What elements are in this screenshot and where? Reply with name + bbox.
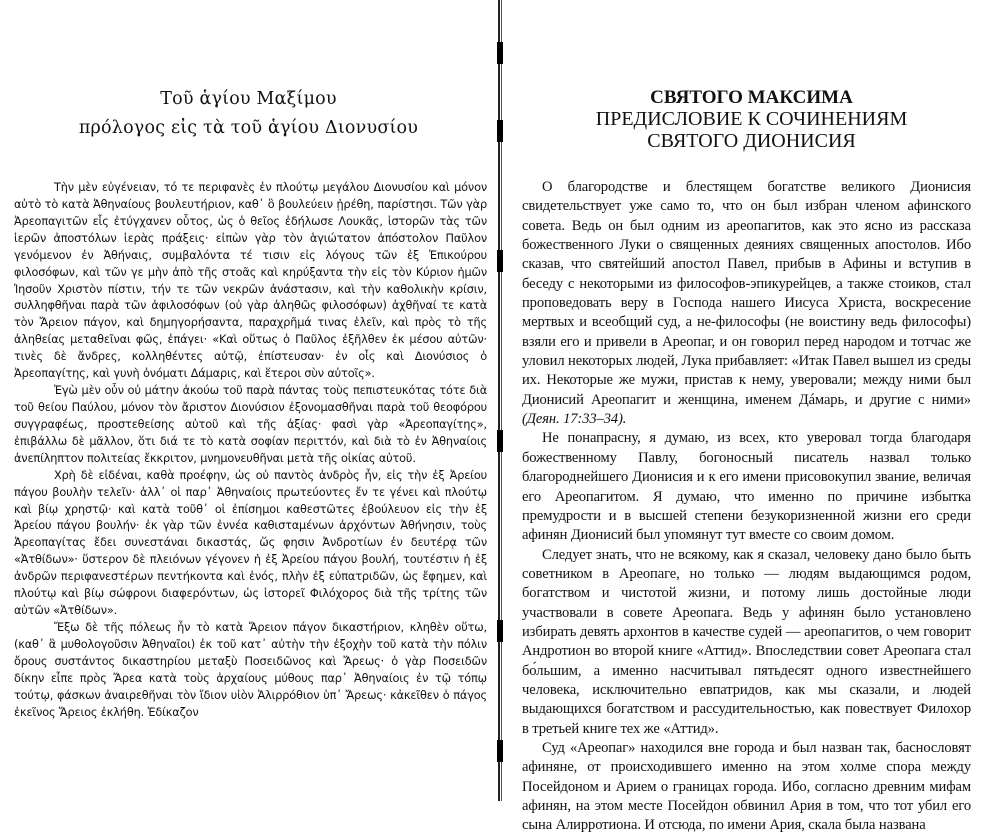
greek-page: [0, 0, 497, 801]
greek-paragraph-4: Ἔξω δὲ τῆς πόλεως ἦν τὸ κατὰ Ἄρειον πάγον δικαστήριον, κληθὲν οὕτω, (καθ᾽ ἃ μυθολογοῦσιν Ἀθηναῖοι) ἐκ τοῦ κατ᾽ αὐτὴν τὴν ἐξοχὴν τοῦ κατὰ τὴν πόλιν ὄρους συστάντος δικαστηρίου μεταξὺ Ποσειδῶνος καὶ Ἄρεως· ὁ γὰρ Ποσειδῶν δίκην εἶπε πρὸς Ἄρεα κατὰ τοὺς ἀρχαίους μύθους παρ᾽ Ἀθηναίοις ἐν τῷ τόπῳ τούτῳ, φάσκων ἀναιρεθῆναι τὸν ἴδιον υἱὸν Ἁλιρρόθιον ὑπ᾽ Ἄρεως· κἀκεῖθεν ὁ πάγος ἐκεῖνος Ἄρειος ἐκλήθη. Ἐδίκαζον: [14, 620, 487, 719]
russian-title-line-3: СВЯТОГО ДИОНИСИЯ: [647, 130, 856, 152]
russian-page: [503, 0, 1000, 834]
greek-body-text: [14, 180, 487, 722]
scripture-reference: (Деян. 17:33–34).: [522, 411, 627, 428]
russian-paragraph-1-text: О благородстве и блестящем богатстве великого Дионисия свидетельствует уже само то, что он был избран членом афинского совета. Ведь он был одним из ареопагитов, как это ясно из рассказа божественного Луки о священных деяниях священных апостолов. Ибо сказав, что святейший апостол Павел, прибыв в Афины и вступив в беседу с некоторыми из философов-эпикурейцев, а также стоиков, стал проповедовать веру в Господа нашего Иисуса Христа, воскресение мертвых и всеобщий суд, а не-философы (не воистину ведь философы) взяли его и привели в Ареопаг, и он говорил перед народом и тотчас же уловил некоторых людей, Лука прибавляет: «Итак Павел вышел из среды их. Некоторые же мужи, пристав к нему, уверовали; между ними был Дионисий Ареопагит и женщина, именем Дáмарь, и другие с ними»: [522, 179, 972, 408]
greek-paragraph-3: Χρὴ δὲ εἰδέναι, καθὰ προέφην, ὡς οὐ παντὸς ἀνδρὸς ἦν, εἰς τὴν ἐξ Ἀρείου πάγου βουλὴν τελεῖν· ἀλλ᾽ οἱ παρ᾽ Ἀθηναίοις πρωτεύοντες ἔν τε γένει καὶ πλούτῳ καὶ βίῳ χρηστῷ· καὶ κατὰ τοῦθ᾽ οἱ ἐπίσημοι καθεστῶτες ἐβούλευον εἰς τὴν ἐξ Ἀρείου πάγου βουλήν· ἐκ γὰρ τῶν ἐννέα καθισταμένων ἀρχόντων Ἀθήνησιν, τοὺς Ἀρεοπαγίτας ἔδει συνεστάναι δικαστάς, ὥς φησιν Ἀνδροτίων ἐν δευτέρᾳ τῶν «Ἀτθίδων»· ὕστερον δὲ πλειόνων γέγονεν ἡ ἐξ Ἀρείου πάγου βουλή, τουτέστιν ἡ ἐξ ἀνδρῶν περιφανεστέρων πεντήκοντα καὶ ἑνός, πλὴν ἐξ εὐπατριδῶν, ὡς ἔφημεν, καὶ πλούτῳ καὶ βίῳ σώφρονι διαφερόντων, ὡς ἱστορεῖ Φιλόχορος διὰ τῆς τρίτης τῶν αὐτῶν «Ἀτθίδων».: [14, 468, 487, 618]
russian-title-line-2: ПРЕДИСЛОВИЕ К СОЧИНЕНИЯМ: [595, 108, 908, 130]
russian-paragraph-1: [522, 178, 971, 429]
russian-title-line-1: СВЯТОГО МАКСИМА: [650, 87, 853, 108]
greek-paragraph-1: Τὴν μὲν εὐγένειαν, τό τε περιφανὲς ἐν πλούτῳ μεγάλου Διονυσίου καὶ μόνον αὐτὸ τὸ κατὰ Ἀθηναίους βουλευτήριον, καθ᾽ ὃ βουλεύειν ᾑρέθη, παρίστησι. Τῶν γὰρ Ἀρεοπαγιτῶν εἷς ἐτύγχανεν οὗτος, ὡς ὁ θεῖος ἐδήλωσε Λουκᾶς, ἱστορῶν τὰς τῶν ἱερῶν ἀποστόλων ἱερὰς πράξεις· εἰπὼν γὰρ τὸν ἁγιώτατον ἀπόστολον Παῦλον γενόμενον ἐν Ἀθήναις, συμβαλόντα τέ τισιν εἰς λόγους τῶν ἐξ Ἐπικούρου φιλοσόφων, καὶ τῶν γε μὴν ἀπὸ τῆς στοᾶς καὶ κηρύξαντα τὴν εἰς τὸν Κύριον ἡμῶν Ἰησοῦν Χριστὸν πίστιν, τήν τε τῶν νεκρῶν ἀνάστασιν, καὶ τὴν καθολικὴν κρίσιν, συλληφθῆναι παρὰ τῶν ἀφιλοσόφων (οὐ γὰρ ἀληθῶς φιλοσόφων) ἀχθῆναί τε κατὰ τὸν Ἄρειον πάγον, καὶ δημηγορήσαντα, παραχρῆμά τινας ἑλεῖν, καὶ πρὸς τὸ τῆς ἀληθείας μεταθεῖναι φῶς, ἐπάγει· «Καὶ οὕτως ὁ Παῦλος ἐξῆλθεν ἐκ μέσου αὐτῶν· τινὲς δὲ ἄνδρες, κολληθέντες αὐτῷ, ἐπίστευσαν· ἐν οἷς καὶ Διονύσιος ὁ Ἀρεοπαγίτης, καὶ γυνὴ ὀνόματι Δάμαρις, καὶ ἕτεροι σὺν αὐτοῖς».: [14, 181, 487, 381]
russian-paragraph-3: Следует знать, что не всякому, как я сказал, человеку дано было быть советником в Ареопаге, но только — людям выдающимся родом, богатством и чистотой жизни, и потому лишь достойные люди участвовали в совете Ареопага. Ведь у афинян было установлено избирать девять архонтов в качестве судей — ареопагитов, о чем говорит Андротион во второй книге «Аттид». Впоследствии совет Ареопага стал бо́льшим, а именно насчитывал пятьдесят одного известнейшего человека, исключительно евпатридов, как мы сказали, и людей выдающихся богатством и рассудительностью, как повествует Филохор в третьей книге тех же «Аттид».: [522, 546, 971, 737]
greek-title-line-1: Τοῦ ἁγίου Μαξίμου: [160, 89, 337, 109]
russian-body-text: [522, 178, 971, 836]
greek-title-line-2: πρόλογος εἰς τὰ τοῦ ἁγίου Διονυσίου: [78, 118, 419, 138]
russian-paragraph-2: Не понапрасну, я думаю, из всех, кто уверовал тогда благодаря божественному Павлу, богоносный писатель назвал только благороднейшего Дионисия и к его имени присовокупил звание, величая его Ареопагитом. Я думаю, что именно по причине избытка премудрости и в высшей степени безукоризненной жизни его среди афинян Дионисий был упомянут тут вместе со своим домом.: [522, 430, 971, 544]
russian-paragraph-4: Суд «Ареопаг» находился вне города и был назван так, баснословят афиняне, от происходившего именно на этом холме спора между Посейдоном и Арием о границах города. Ибо, согласно древним мифам афинян, на этом месте Посейдон обвинил Ария в том, что тот убил его сына Алирротиона. И отсюда, по имени Ария, скала была названа: [522, 739, 971, 834]
greek-paragraph-2: Ἐγὼ μὲν οὖν οὐ μάτην ἀκούω τοῦ παρὰ πάντας τοὺς πεπιστευκότας τότε διὰ τοῦ θείου Παύλου, μόνον τὸν ἄριστον Διονύσιον ἐξονομασθῆναι παρὰ τοῦ θεοφόρου συγγραφέως, προστεθείσης αὐτοῦ καὶ τῆς ἀξίας· φασὶ γὰρ «Ἀρεοπαγίτης», ἐπιβάλλω δὲ μᾶλλον, ὅτι διά τε τὸ κατὰ σοφίαν περιττόν, καὶ διὰ τὸ ἐν Ἀθηναίοις ἀνεπίληπτον πολιτείας ἔκκριτον, μνημονευθῆναι μετὰ τῆς οἰκίας αὐτοῦ.: [14, 384, 487, 465]
